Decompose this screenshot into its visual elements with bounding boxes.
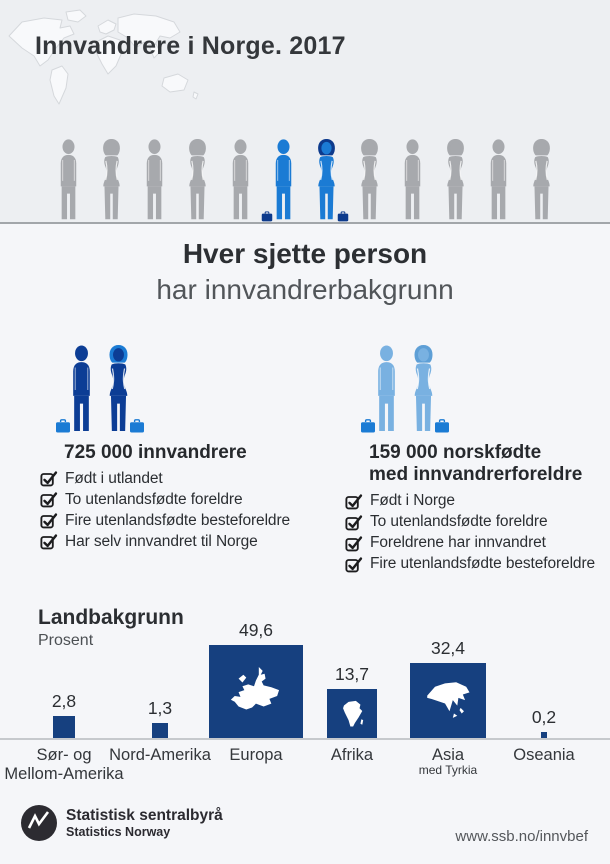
male-figure: [64, 345, 99, 433]
briefcase-icon: [360, 419, 376, 433]
female-figure: [406, 345, 441, 433]
highlighted-female-figure: [311, 138, 342, 222]
org-name-no: Statistisk sentralbyrå: [66, 807, 223, 824]
bar-value-label: 13,7: [334, 663, 370, 684]
chart-title: Landbakgrunn: [38, 606, 184, 629]
checkbox-checked-icon: [345, 493, 363, 510]
checkbox-checked-icon: [345, 535, 363, 552]
bar-europa: [209, 645, 302, 738]
checklist-item-label: To utenlandsfødte foreldre: [370, 513, 548, 531]
category-label-line: Mellom-Amerika: [4, 764, 124, 783]
checklist-item: [345, 534, 607, 553]
female-figure: [526, 138, 557, 222]
checklist-item-label: Fire utenlandsfødte besteforeldre: [65, 511, 291, 529]
bar-nord-amerika: [152, 723, 167, 738]
checklist-item-label: Født i Norge: [370, 492, 455, 510]
x-axis-line: [0, 738, 610, 740]
briefcase-icon: [337, 211, 349, 222]
checklist-item: [40, 490, 340, 509]
bar-category-label: [469, 746, 610, 765]
briefcase-icon: [434, 419, 450, 433]
org-name-block: [66, 807, 223, 839]
male-figure: [139, 138, 170, 222]
site-url: www.ssb.no/innvbef: [455, 828, 588, 845]
female-figure: [182, 138, 213, 222]
group-heading: [64, 442, 340, 464]
category-label-line: Europa: [229, 746, 283, 764]
category-label-line: Afrika: [330, 746, 374, 764]
female-figure: [354, 138, 385, 222]
bar-asia: [410, 663, 485, 738]
page-title: Innvandrere i Norge. 2017: [35, 32, 346, 60]
category-label-line: Nord-Amerika: [109, 746, 211, 764]
checklist-item: [345, 513, 607, 532]
bar-value-label: 0,2: [531, 707, 557, 728]
group-norskfodte: [345, 341, 607, 576]
briefcase-icon: [129, 419, 145, 433]
male-figure: [53, 138, 84, 222]
checkbox-checked-icon: [40, 512, 58, 529]
org-name-en: Statistics Norway: [66, 824, 171, 839]
group-checklist: [40, 469, 340, 551]
male-figure: [483, 138, 514, 222]
bar-afrika: [327, 689, 376, 738]
category-label-line: Sør- og: [36, 746, 92, 764]
group-checklist: [345, 492, 607, 574]
checklist-item: [40, 511, 340, 530]
category-label-line: Asia: [431, 746, 465, 764]
checklist-item-label: Født i utlandet: [65, 469, 163, 487]
ssb-logo-icon: [20, 804, 58, 842]
female-figure: [101, 345, 136, 433]
checkbox-checked-icon: [40, 533, 58, 550]
category-sublabel: med Tyrkia: [418, 762, 478, 777]
bar-value-label: 2,8: [51, 690, 77, 711]
headline-section: [0, 238, 610, 306]
couple-dark-figures: [64, 341, 340, 433]
checklist-item-label: Foreldrene har innvandret: [370, 534, 546, 552]
asia-map-icon: [425, 679, 472, 721]
checkbox-checked-icon: [345, 556, 363, 573]
checklist-item: [345, 492, 607, 511]
people-row: [53, 136, 557, 222]
highlighted-male-figure: [268, 138, 299, 222]
headline-line2: har innvandrerbakgrunn: [156, 274, 454, 305]
briefcase-icon: [261, 211, 273, 222]
bar-oseania: [541, 732, 547, 738]
female-figure: [96, 138, 127, 222]
world-map-background: [4, 8, 219, 118]
headline-line1: Hver sjette person: [182, 238, 428, 269]
couple-light-figures: [369, 341, 607, 433]
female-figure: [440, 138, 471, 222]
group-innvandrere: [40, 341, 340, 553]
male-figure: [397, 138, 428, 222]
group-heading-line: med innvandrerforeldre: [369, 464, 583, 486]
checklist-item-label: Fire utenlandsfødte besteforeldre: [370, 555, 596, 573]
chart-section: [0, 600, 610, 790]
bar-value-label: 32,4: [430, 637, 466, 658]
checkbox-checked-icon: [40, 491, 58, 508]
bar-value-label: 1,3: [147, 697, 173, 718]
checkbox-checked-icon: [40, 470, 58, 487]
male-figure: [225, 138, 256, 222]
briefcase-icon: [55, 419, 71, 433]
male-figure: [369, 345, 404, 433]
bar-value-label: 49,6: [238, 619, 274, 640]
group-heading-line: 159 000 norskfødte: [369, 442, 542, 463]
checklist-item-label: Har selv innvandret til Norge: [65, 532, 258, 550]
category-label-line: Oseania: [513, 746, 575, 764]
header-band: [0, 0, 610, 224]
group-heading-line: 725 000 innvandrere: [64, 442, 247, 463]
checklist-item: [40, 532, 340, 551]
europe-map-icon: [227, 665, 285, 717]
checklist-item-label: To utenlandsfødte foreldre: [65, 490, 243, 508]
chart-subtitle: Prosent: [38, 632, 94, 649]
footer: [0, 790, 610, 864]
checklist-item: [40, 469, 340, 488]
checkbox-checked-icon: [345, 514, 363, 531]
africa-map-icon: [337, 700, 367, 727]
group-heading: [369, 442, 607, 487]
checklist-item: [345, 555, 607, 574]
bar-s-r-og-mellom-amerika: [53, 716, 75, 738]
